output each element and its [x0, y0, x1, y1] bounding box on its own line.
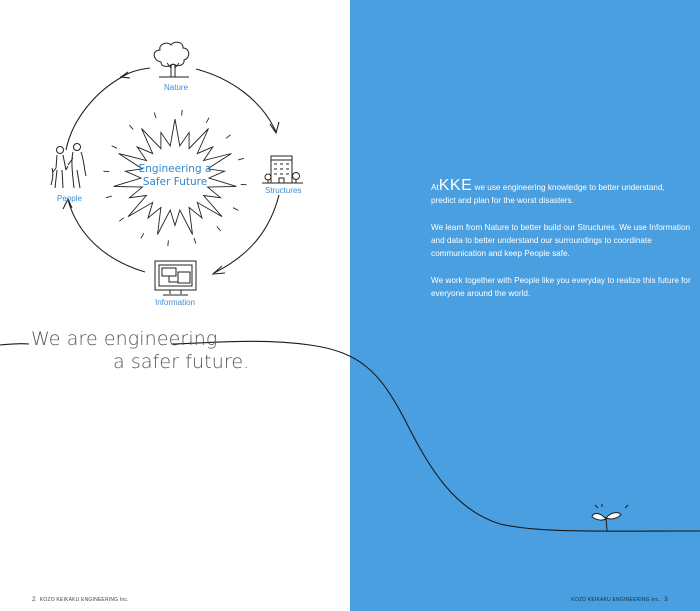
- headline-line1: We are engineering: [31, 328, 218, 350]
- tree-icon: [154, 42, 189, 77]
- footer-left: [28, 596, 129, 603]
- building-icon: [262, 156, 303, 183]
- node-label-structures: Structures: [265, 186, 302, 195]
- intro-prefix: At: [431, 183, 439, 192]
- horizon-curve: [0, 341, 700, 531]
- intro-paragraph: [431, 179, 691, 207]
- burst-dash: [182, 110, 183, 116]
- burst-dash: [141, 233, 144, 238]
- arrow-nature-people: [122, 68, 150, 77]
- headline-line2: a safer future.: [113, 351, 250, 373]
- burst-dash: [154, 113, 156, 119]
- right-page-body: [431, 179, 691, 314]
- page-number-right: 3: [664, 596, 668, 603]
- burst-dash: [119, 218, 124, 222]
- footer-company-right: KOZO KEIKAKU ENGINEERING Inc.: [571, 597, 661, 603]
- diagram-center-text: [130, 163, 220, 189]
- burst-dash: [168, 240, 169, 246]
- node-label-people: People: [57, 194, 82, 203]
- intro-rest: we use engineering knowledge to better understand, predict and plan for the worst disasters.: [431, 183, 665, 205]
- page-number-left: 2: [32, 596, 36, 603]
- people-icon: [51, 144, 86, 189]
- burst-dash: [217, 227, 221, 232]
- footer-right: [571, 596, 672, 603]
- burst-dash: [103, 171, 109, 172]
- burst-dash: [226, 135, 231, 139]
- burst-dash: [206, 118, 209, 123]
- sprout-icon: [592, 504, 628, 531]
- burst-dash: [238, 158, 244, 160]
- node-label-information: Information: [155, 298, 196, 307]
- burst-dash: [112, 146, 117, 149]
- burst-dash: [233, 208, 238, 211]
- computer-icon: [155, 261, 196, 295]
- paragraph-2: We learn from Nature to better build our Structures. We use Information and data to better understand our surroundings to coordinate communication and keep People safe.: [431, 223, 691, 258]
- burst-dash: [129, 125, 133, 130]
- burst-dash: [241, 184, 247, 185]
- paragraph-3: We work together with People like you everyday to realize this future for everyone around the world.: [431, 276, 691, 298]
- burst-dash: [106, 196, 112, 198]
- center-text-line2: Safer Future: [142, 176, 208, 188]
- node-label-nature: Nature: [164, 83, 189, 92]
- arc-top-left: [66, 77, 122, 150]
- burst-dash: [194, 238, 196, 244]
- arc-top-right: [196, 69, 276, 132]
- brand-kke: KKE: [438, 177, 473, 194]
- arc-bottom-right: [214, 195, 279, 273]
- footer-company-left: KOZO KEIKAKU ENGINEERING Inc.: [39, 597, 129, 603]
- center-text-line1: Engineering a: [138, 163, 212, 175]
